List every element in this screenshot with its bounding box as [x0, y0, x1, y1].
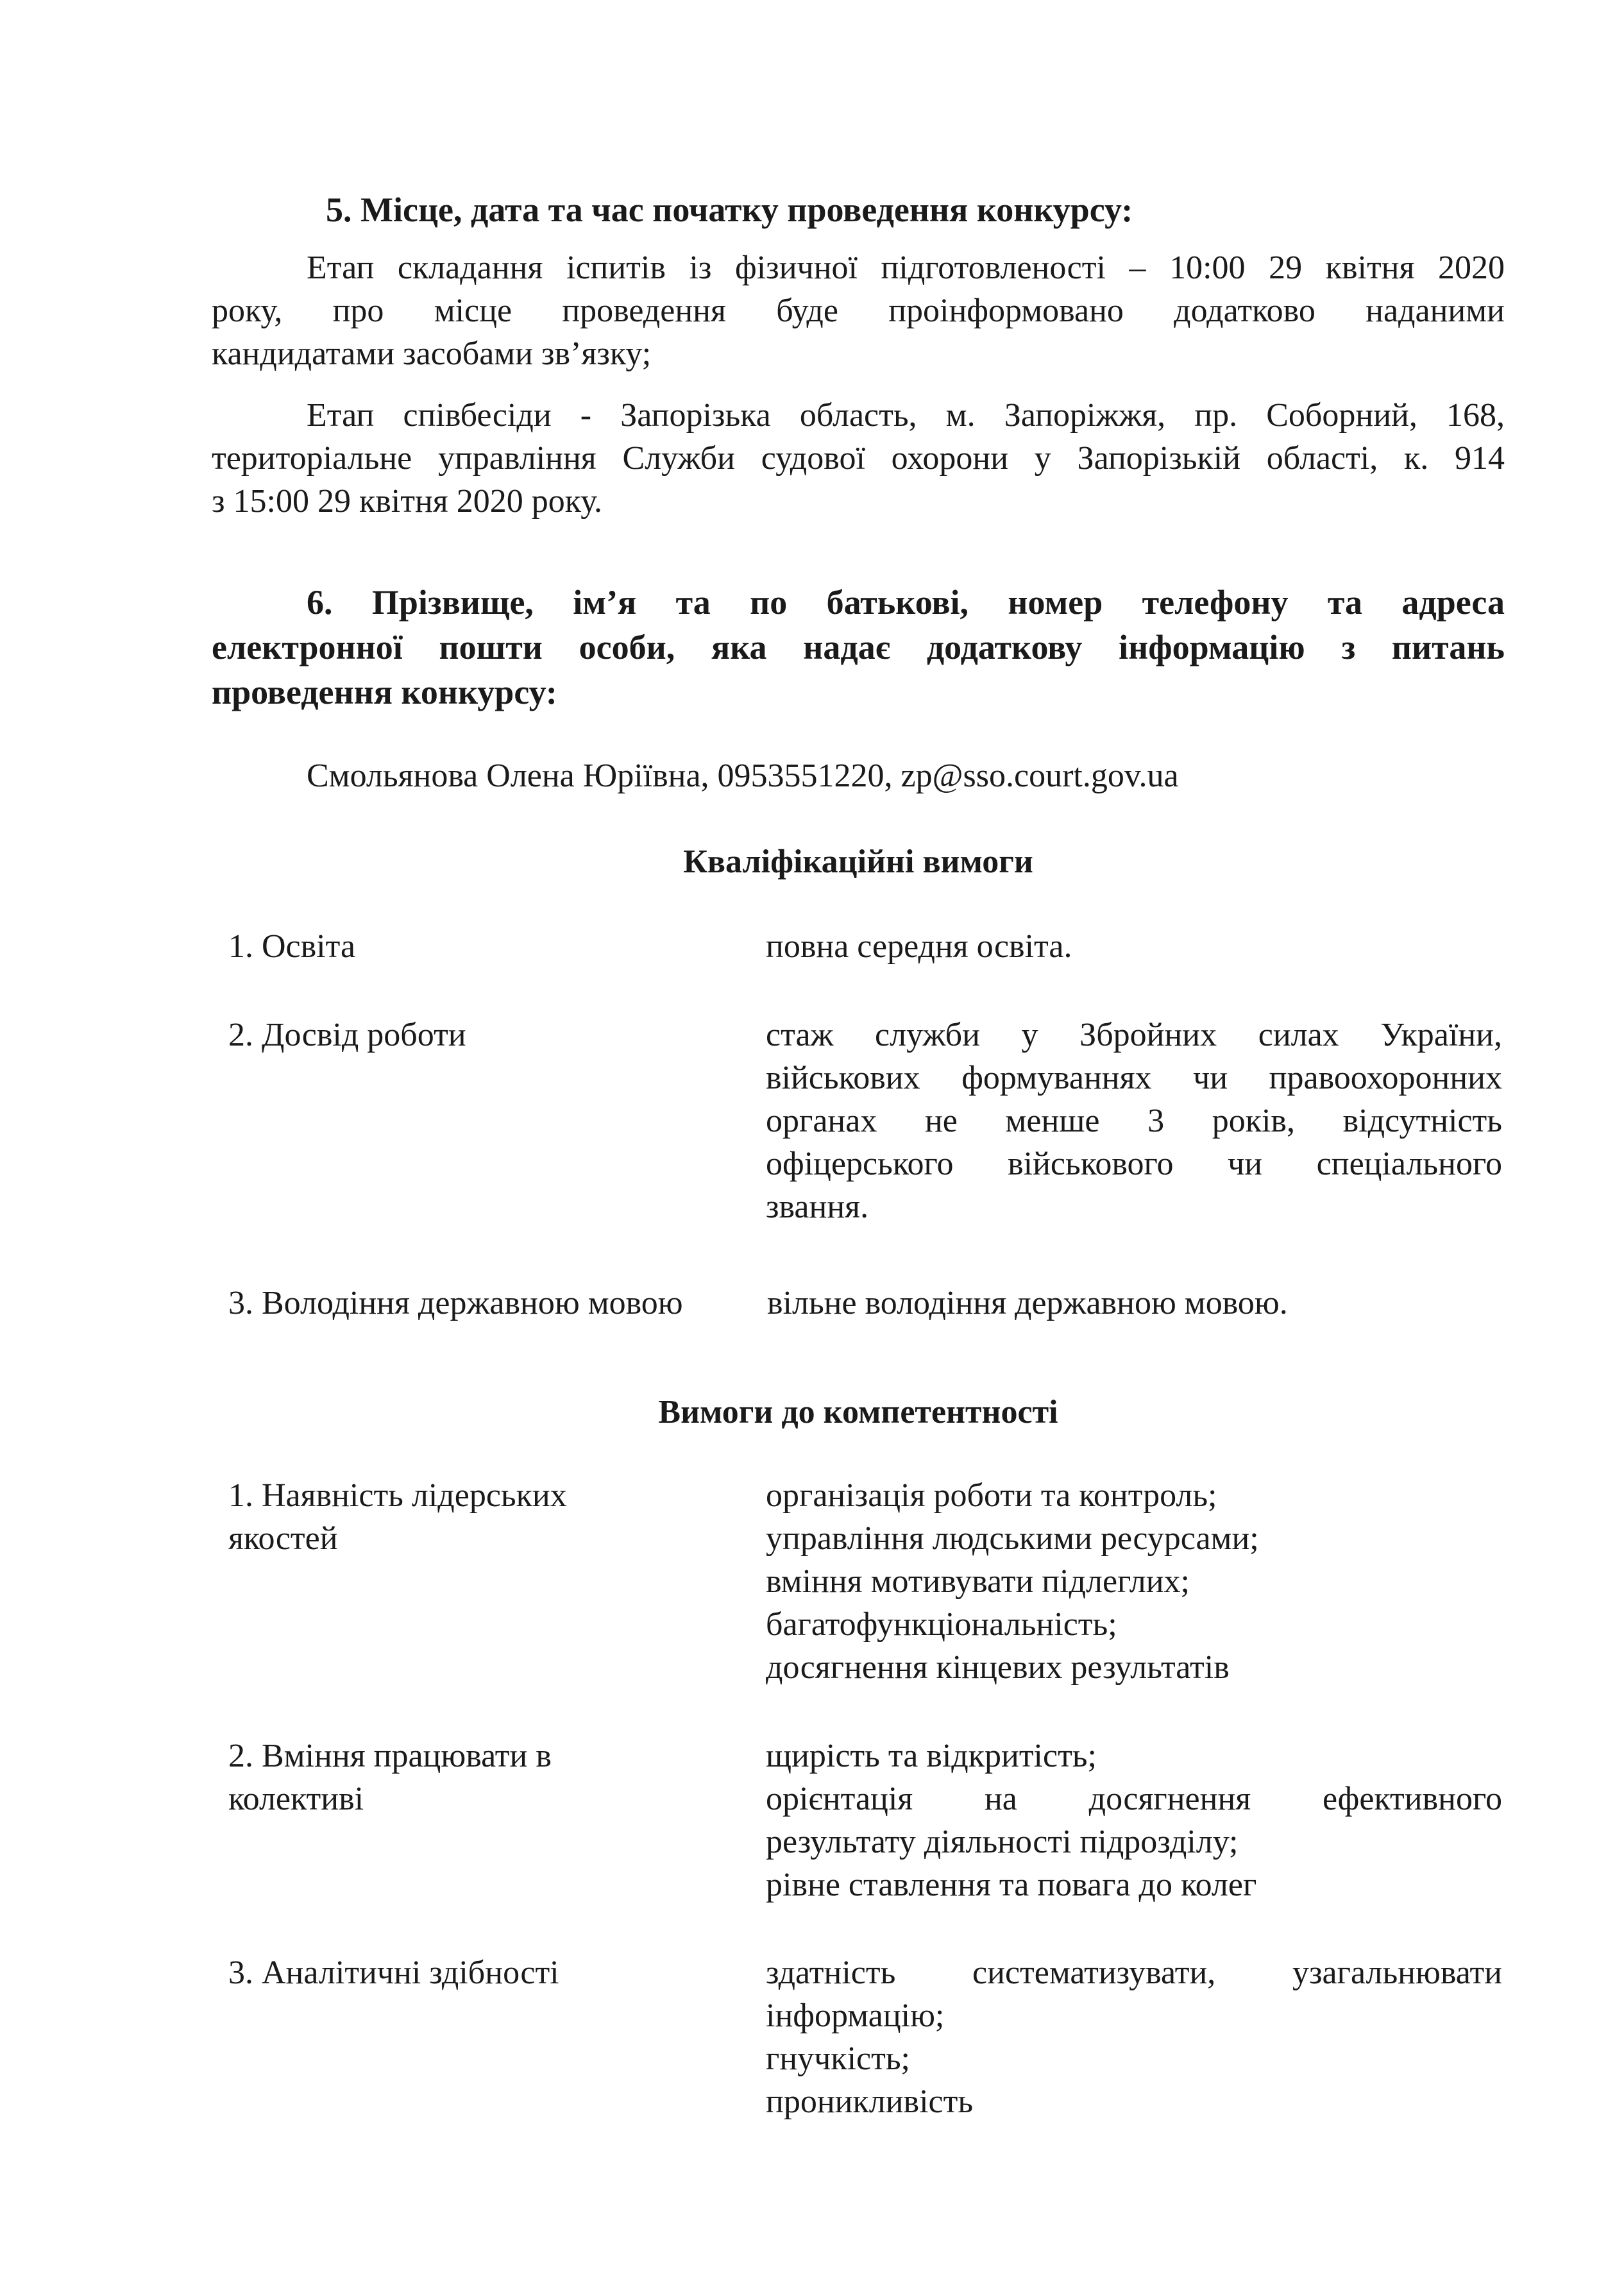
competence-value-leadership: [766, 1474, 1502, 1689]
text-line: результату діяльності підрозділу;: [766, 1824, 1239, 1860]
text-line: проникливість: [766, 2083, 974, 2120]
text-line: стаж служби у Збройних силах України,: [766, 1017, 1502, 1053]
text-line: 2. Вміння працювати в: [228, 1738, 552, 1774]
contact-line: Смольянова Олена Юріївна, 0953551220, zp@sso.court.gov.ua: [307, 758, 1179, 794]
qualification-label-language: 3. Володіння державною мовою: [228, 1285, 683, 1321]
competence-title: Вимоги до компетентності: [658, 1394, 1058, 1430]
text-line: вміння мотивувати підлеглих;: [766, 1563, 1190, 1600]
text-line: військових формуваннях чи правоохоронних: [766, 1060, 1502, 1096]
text-line: 6. Прізвище, ім’я та по батькові, номер телефону та адреса: [307, 583, 1505, 622]
text-line: повна середня освіта.: [766, 928, 1072, 965]
text-line: проведення конкурсу:: [212, 673, 557, 711]
text-line: організація роботи та контроль;: [766, 1477, 1217, 1514]
text-line: багатофункціональність;: [766, 1606, 1117, 1643]
text-line: 1. Наявність лідерських: [228, 1477, 567, 1514]
section-5-paragraph-2: [212, 394, 1505, 523]
competence-value-analytical: [766, 1951, 1502, 2123]
text-line: гнучкість;: [766, 2040, 910, 2077]
text-line: офіцерського військового чи спеціального: [766, 1146, 1502, 1182]
text-line: електронної пошти особи, яка надає додаткову інформацію з питань: [212, 628, 1505, 666]
competence-value-teamwork: [766, 1734, 1502, 1906]
text-line: органах не менше 3 років, відсутність: [766, 1103, 1502, 1139]
text-line: орієнтація на досягнення ефективного: [766, 1781, 1502, 1817]
qualification-title: Кваліфікаційні вимоги: [683, 844, 1033, 880]
section-5-paragraph-1: [212, 246, 1505, 375]
text-line: щирість та відкритість;: [766, 1738, 1097, 1774]
text-line: звання.: [766, 1189, 869, 1225]
section-5-heading: 5. Місце, дата та час початку проведення конкурсу:: [326, 191, 1133, 229]
competence-label-analytical: [228, 1951, 559, 1994]
qualification-value-education: [766, 925, 1502, 968]
qualification-label-education: 1. Освіта: [228, 928, 356, 965]
competence-label-teamwork: [228, 1734, 552, 1820]
text-line: здатність систематизувати, узагальнювати: [766, 1954, 1502, 1991]
text-line: територіальне управління Служби судової охорони у Запорізькій області, к. 914: [212, 440, 1505, 477]
text-line: року, про місце проведення буде проінформовано додатково наданими: [212, 292, 1505, 329]
qualification-label-experience: 2. Досвід роботи: [228, 1017, 466, 1053]
text-line: кандидатами засобами зв’язку;: [212, 335, 652, 372]
text-line: колективі: [228, 1781, 364, 1817]
text-line: якостей: [228, 1520, 338, 1557]
section-6-heading: [212, 580, 1505, 715]
text-line: вільне володіння державною мовою.: [767, 1285, 1288, 1321]
text-line: з 15:00 29 квітня 2020 року.: [212, 483, 603, 520]
text-line: Етап співбесіди - Запорізька область, м. Запоріжжя, пр. Соборний, 168,: [307, 397, 1505, 434]
text-line: управління людськими ресурсами;: [766, 1520, 1259, 1557]
qualification-value-experience: [766, 1013, 1502, 1228]
text-line: інформацію;: [766, 1997, 945, 2034]
text-line: досягнення кінцевих результатів: [766, 1649, 1230, 1686]
competence-label-leadership: [228, 1474, 567, 1560]
text-line: 3. Аналітичні здібності: [228, 1954, 559, 1991]
text-line: рівне ставлення та повага до колег: [766, 1867, 1257, 1903]
text-line: Етап складання іспитів із фізичної підготовленості – 10:00 29 квітня 2020: [307, 250, 1505, 286]
qualification-value-language: [767, 1282, 1503, 1325]
document-page: [212, 0, 1505, 2272]
